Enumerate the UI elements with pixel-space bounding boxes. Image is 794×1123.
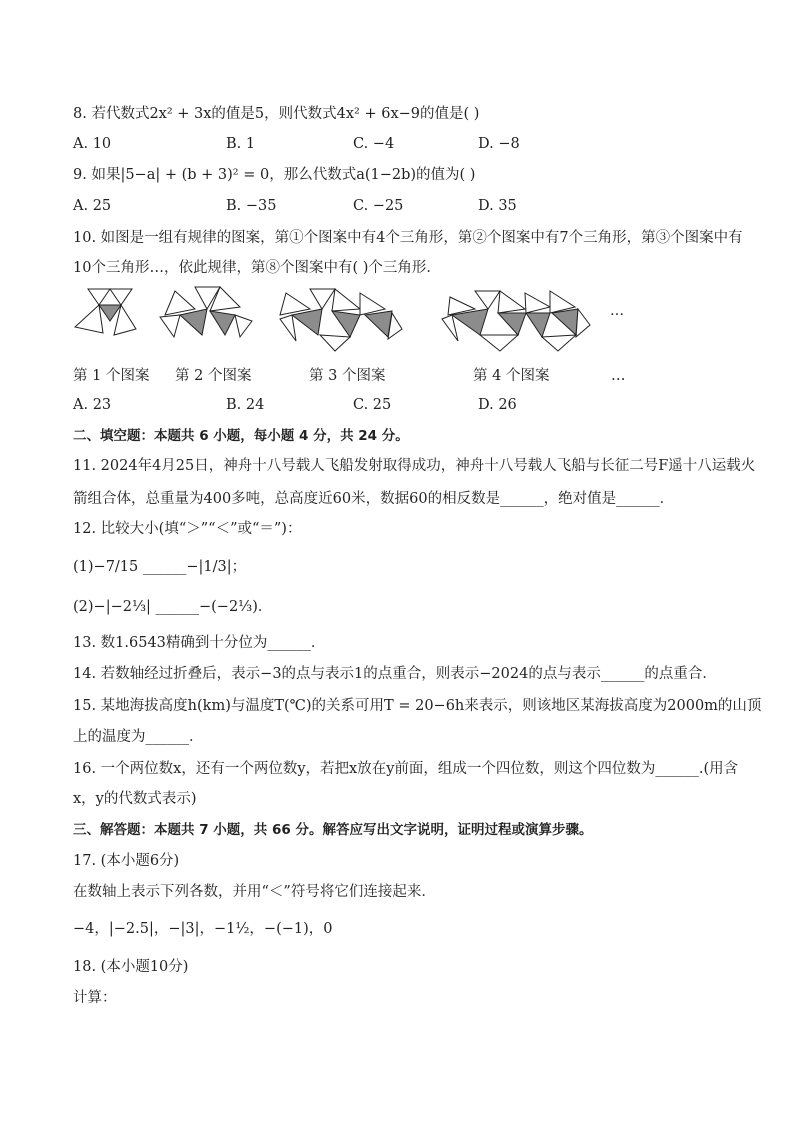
figure-ellipsis: … [610,303,624,319]
question-14: 14. 若数轴经过折叠后，表示−3的点与表示1的点重合，则表示−2024的点与表示______的点重合． [73,666,717,682]
question-17-line1: 在数轴上表示下列各数，并用“＜”符号将它们连接起来． [73,884,436,900]
question-9: 9. 如果|5−a| + (b + 3)² = 0，那么代数式a(1−2b)的值为( ) [73,167,476,183]
pattern-4 [442,291,590,351]
question-13: 13. 数1.6543精确到十分位为______． [73,635,326,651]
pattern-3 [280,289,402,351]
section-3-title: 三、解答题：本题共 7 小题，共 66 分。解答应写出文字说明，证明过程或演算步骤。 [73,822,593,838]
pattern-1 [75,289,136,335]
option-c: C. 25 [353,397,392,413]
option-a: A. 23 [73,397,112,413]
question-12: 12. 比较大小(填“＞”“＜”或“＝”)： [73,521,302,537]
question-12-part1: (1)−7/15 ______−|1/3|； [73,559,247,575]
question-11-line2: 箭组合体，总重量为400多吨，总高度近60米，数据60的相反数是______，绝对值是______． [73,491,675,507]
option-d: D. 26 [478,397,517,413]
question-10-options [73,395,713,415]
option-b: B. 1 [226,136,256,152]
question-16-line1: 16. 一个两位数x，还有一个两位数y，若把x放在y前面，组成一个四位数，则这个四位数为______.(用含 [73,761,739,777]
question-17-line2: −4，|−2.5|，−|3|，−1½，−(−1)，0 [73,921,333,937]
option-d: D. −8 [478,136,520,152]
option-d: D. 35 [478,198,517,214]
pattern-captions [73,366,673,386]
caption-ellipsis: … [611,368,626,384]
question-15-line2: 上的温度为______． [73,729,204,745]
question-15-line1: 15. 某地海拔高度h(km)与温度T(℃)的关系可用T = 20−6h来表示，则该地区某海拔高度为2000m的山顶 [73,698,762,714]
question-18-line1: 计算： [73,990,117,1006]
question-11-line1: 11. 2024年4月25日，神舟十八号载人飞船发射取得成功，神舟十八号载人飞船与长征二号F遥十八运载火 [73,458,756,474]
question-8-options [73,134,713,154]
caption-2: 第 2 个图案 [175,368,252,384]
option-b: B. 24 [226,397,265,413]
triangle-pattern-figure [70,285,670,355]
caption-4: 第 4 个图案 [473,368,550,384]
question-10-line2: 10个三角形…，依此规律，第⑧个图案中有( )个三角形． [73,260,441,276]
caption-1: 第 1 个图案 [73,368,150,384]
question-17: 17. (本小题6分) [73,853,180,869]
question-10-line1: 10. 如图是一组有规律的图案，第①个图案中有4个三角形，第②个图案中有7个三角形，第③个图案中有 [73,230,743,246]
question-16-line2: x，y的代数式表示) [73,791,197,807]
pattern-2 [160,287,252,337]
option-a: A. 10 [73,136,112,152]
question-9-options [73,196,713,216]
option-c: C. −4 [353,136,395,152]
section-2-title: 二、填空题：本题共 6 小题，每小题 4 分，共 24 分。 [73,428,409,444]
option-a: A. 25 [73,198,112,214]
option-b: B. −35 [226,198,277,214]
question-12-part2: (2)−|−2⅓| ______−(−2⅓)． [73,599,273,615]
caption-3: 第 3 个图案 [309,368,386,384]
option-c: C. −25 [353,198,404,214]
question-8: 8. 若代数式2x² + 3x的值是5，则代数式4x² + 6x−9的值是( ) [73,106,480,122]
question-18: 18. (本小题10分) [73,959,189,975]
